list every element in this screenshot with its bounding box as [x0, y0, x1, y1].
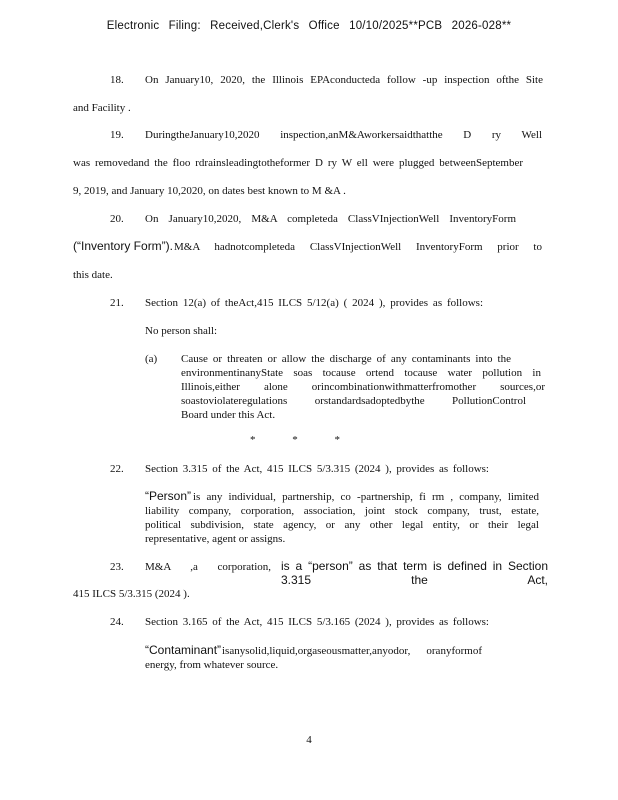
paragraph-23-line-1b: is a “person” as that term is defined in Section 3.315 the Act, — [281, 559, 548, 587]
paragraph-number-19: 19. — [110, 129, 124, 141]
contaminant-defined-term: “Contaminant” — [145, 643, 222, 657]
paragraph-20-line-3: this date. — [73, 269, 113, 281]
omission-star: * — [334, 434, 340, 446]
paragraph-18-line-1: On January10, 2020, the Illinois EPAconducteda follow -up inspection ofthe Site — [145, 74, 543, 86]
person-definition-line-4: representative, agent or assigns. — [145, 533, 286, 545]
person-definition-line-2: liability company, corporation, association, joint stock company, trust, estate, — [145, 505, 539, 517]
paragraph-22-line-1: Section 3.315 of the Act, 415 ILCS 5/3.315 (2024 ), provides as follows: — [145, 463, 489, 475]
paragraph-24-line-1: Section 3.165 of the Act, 415 ILCS 5/3.165 (2024 ), provides as follows: — [145, 616, 489, 628]
paragraph-number-18: 18. — [110, 74, 124, 86]
paragraph-20-line-1: On January10,2020, M&A completeda ClassVInjectionWell InventoryForm — [145, 213, 516, 225]
person-defined-term: “Person” — [145, 489, 192, 503]
paragraph-23-line-1a: M&A ,a corporation, — [145, 561, 271, 573]
paragraph-19-line-1: DuringtheJanuary10,2020 inspection,anM&Aworkersaidthatthe D ry Well — [145, 129, 542, 141]
omission-stars — [250, 434, 340, 446]
contaminant-definition-line-1: isanysolid,liquid,orgaseousmatter,anyodor, oranyformof — [222, 645, 482, 657]
paragraph-19-line-3: 9, 2019, and January 10,2020, on dates best known to M &A . — [73, 185, 346, 197]
statute-item-line: soastoviolateregulations orstandardsadoptedbythe PollutionControl — [181, 395, 526, 407]
statute-item-line: Cause or threaten or allow the discharge of any contaminants into the — [181, 353, 511, 365]
filing-header: Electronic Filing: Received,Clerk's Office 10/10/2025**PCB 2026-028** — [106, 20, 512, 32]
person-definition-line-1: is any individual, partnership, co -partnership, fi rm , company, limited — [193, 491, 539, 503]
paragraph-20-line-2: M&A hadnotcompleteda ClassVInjectionWell InventoryForm prior to — [174, 241, 542, 253]
page-number: 4 — [306, 734, 312, 746]
paragraph-number-24: 24. — [110, 616, 124, 628]
paragraph-19-line-2: was removedand the floo rdrainsleadingtotheformer D ry W ell were plugged betweenSeptember — [73, 157, 523, 169]
paragraph-23-line-2: 415 ILCS 5/3.315 (2024 ). — [73, 588, 190, 600]
paragraph-number-21: 21. — [110, 297, 124, 309]
paragraph-number-23: 23. — [110, 561, 124, 573]
statute-item-label: (a) — [145, 353, 158, 365]
paragraph-18-line-2: and Facility . — [73, 102, 131, 114]
paragraph-number-20: 20. — [110, 213, 124, 225]
statute-item-line: Illinois,either alone orincombinationwithmatterfromother sources,or — [181, 381, 545, 393]
paragraph-21-line-1: Section 12(a) of theAct,415 ILCS 5/12(a) ( 2024 ), provides as follows: — [145, 297, 483, 309]
statute-item-text — [181, 352, 545, 422]
statute-intro: No person shall: — [145, 325, 218, 337]
inventory-form-defined-term: (“Inventory Form”). — [73, 239, 174, 253]
statute-item-line: Board under this Act. — [181, 409, 276, 421]
paragraph-number-22: 22. — [110, 463, 124, 475]
contaminant-definition-line-2: energy, from whatever source. — [145, 659, 279, 671]
statute-item-line: environmentinanyState soas tocause ortend tocause water pollution in — [181, 367, 541, 379]
omission-star: * — [250, 434, 256, 446]
person-definition-line-3: political subdivision, state agency, or any other legal entity, or their legal — [145, 519, 539, 531]
omission-star: * — [292, 434, 298, 446]
